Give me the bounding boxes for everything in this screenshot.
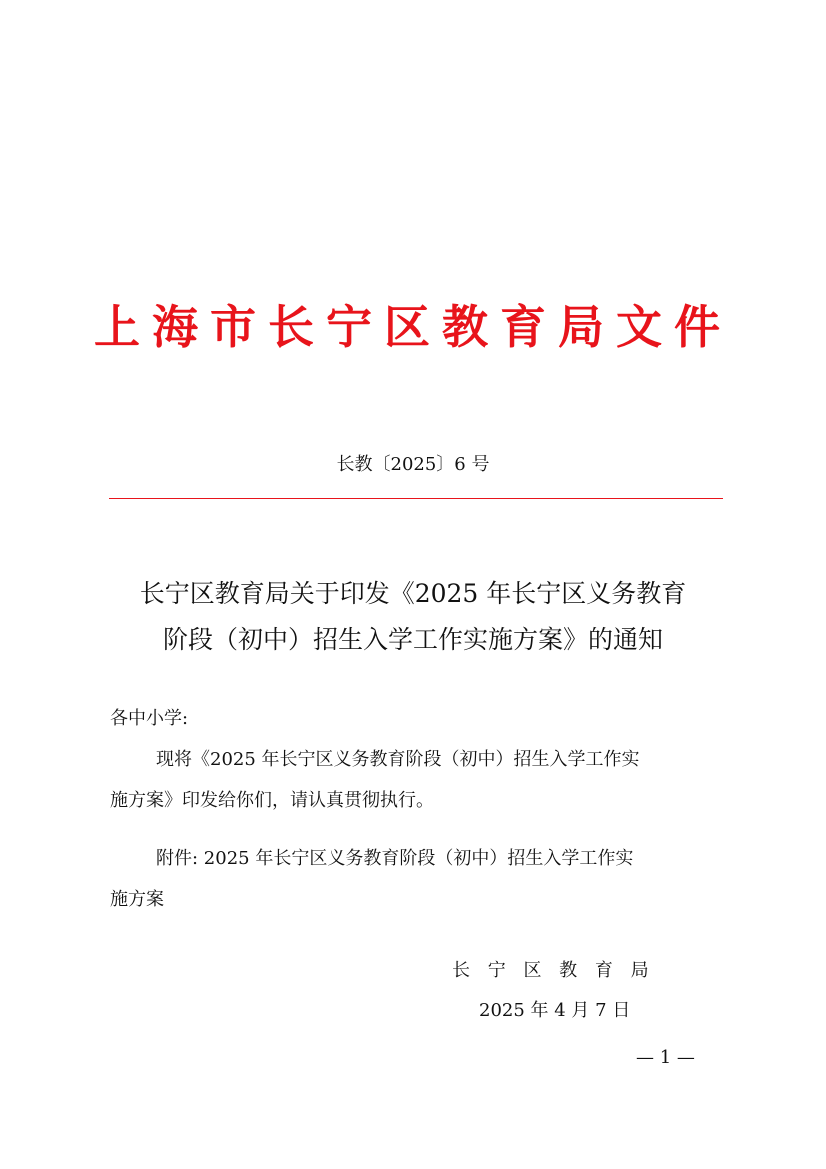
issue-date: 2025 年 4 月 7 日: [479, 1000, 631, 1021]
document-title-line-2: 阶段（初中）招生入学工作实施方案》的通知: [162, 625, 663, 654]
red-divider-line: [109, 498, 723, 499]
attachment-note-line-2: 施方案: [110, 889, 164, 910]
attachment-note-line-1: 附件: 2025 年长宁区义务教育阶段（初中）招生入学工作实: [156, 848, 634, 869]
body-paragraph-line-2: 施方案》印发给你们，请认真贯彻执行。: [110, 790, 434, 811]
salutation: 各中小学:: [110, 708, 189, 729]
body-paragraph-line-1: 现将《2025 年长宁区义务教育阶段（初中）招生入学工作实: [156, 749, 640, 770]
document-masthead: 上海市长宁区教育局文件: [94, 300, 732, 354]
page-number: — 1 —: [636, 1047, 695, 1068]
document-number: 长教〔2025〕6 号: [336, 454, 490, 475]
issuing-authority: 长 宁 区 教 育 局: [452, 960, 655, 981]
document-title-line-1: 长宁区教育局关于印发《2025 年长宁区义务教育: [139, 579, 687, 608]
